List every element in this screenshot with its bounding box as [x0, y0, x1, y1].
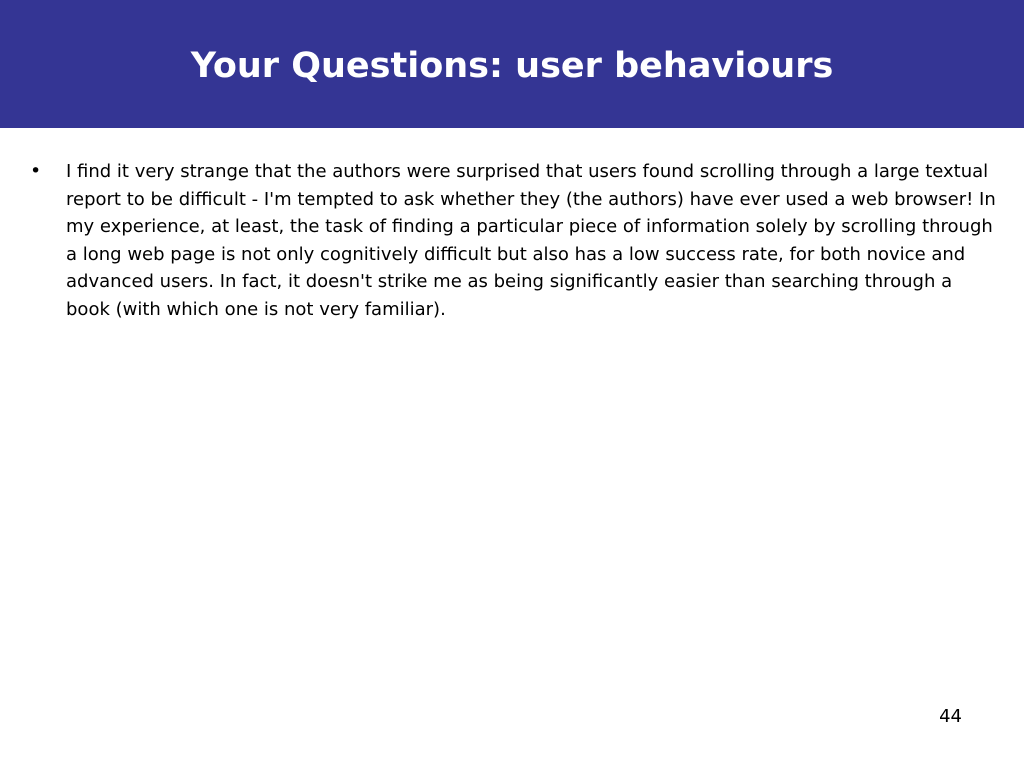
- bullet-item: [30, 158, 1000, 323]
- slide-content: [30, 158, 1000, 323]
- title-bar: [0, 0, 1024, 128]
- bullet-icon: •: [30, 160, 42, 182]
- bullet-text: I find it very strange that the authors were surprised that users found scrolling through a large textual report to be difficult - I'm tempted to ask whether they (the authors) have ever used a web browser! In my experience, at least, the task of finding a particular piece of information solely by scrolling through a long web page is not only cognitively difficult but also has a low success rate, for both novice and advanced users. In fact, it doesn't strike me as being significantly easier than searching through a book (with which one is not very familiar).: [66, 161, 996, 320]
- slide-title: Your Questions: user behaviours: [190, 46, 834, 86]
- page-number: 44: [939, 706, 962, 727]
